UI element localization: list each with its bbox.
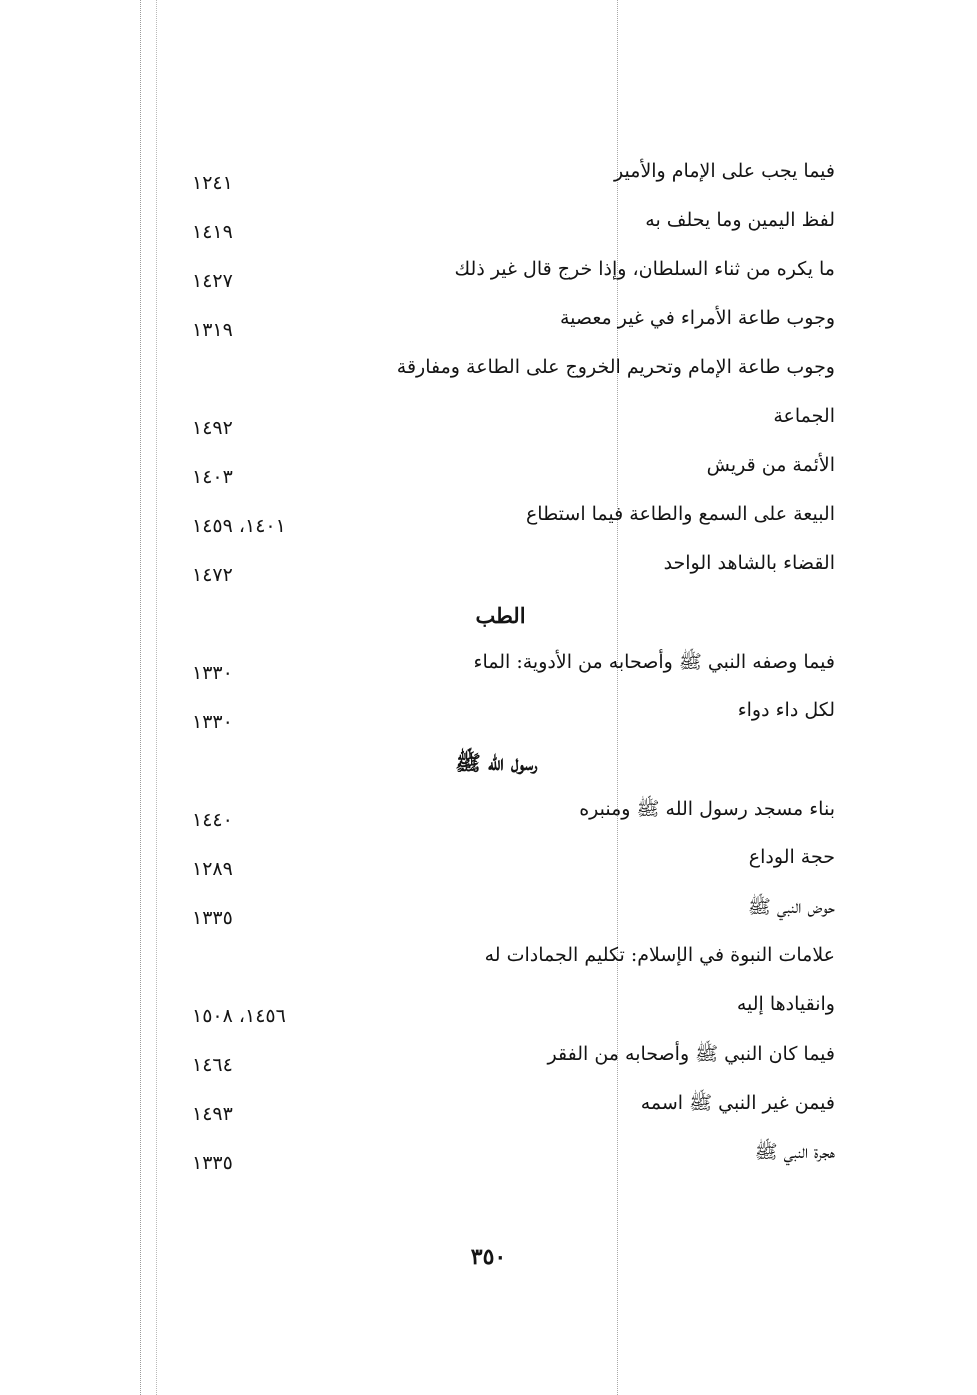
entry-title: ما يكره من ثناء السلطان، وإذا خرج قال غير ذلك bbox=[454, 258, 835, 280]
index-entry bbox=[0, 203, 977, 252]
entry-title: حجة الوداع bbox=[748, 846, 835, 868]
entry-pages: ١٣١٩ bbox=[192, 319, 233, 341]
index-entry bbox=[0, 399, 977, 448]
section-heading-medicine: الطب bbox=[475, 603, 526, 628]
entry-pages: ١٢٨٩ bbox=[192, 858, 233, 880]
entry-title: حوض النبي ﷺ bbox=[747, 896, 835, 918]
index-entry bbox=[0, 154, 977, 203]
section-heading-row bbox=[0, 595, 977, 644]
index-entry bbox=[0, 301, 977, 350]
entry-pages: ١٣٣٠ bbox=[192, 711, 233, 733]
entry-pages: ١٣٣٥ bbox=[192, 907, 233, 929]
entry-title: هجرة النبي ﷺ bbox=[754, 1141, 835, 1163]
entry-title: الجماعة bbox=[773, 405, 835, 427]
entry-title: وانقيادها إليه bbox=[736, 993, 835, 1015]
index-entry bbox=[0, 1036, 977, 1085]
index-list bbox=[0, 154, 977, 1183]
index-entry bbox=[0, 889, 977, 938]
entry-pages: ١٣٣٥ bbox=[192, 1152, 233, 1174]
entry-title: بناء مسجد رسول الله ﷺ ومنبره bbox=[579, 798, 835, 820]
entry-pages: ١٤٧٢ bbox=[192, 564, 233, 586]
index-entry bbox=[0, 1134, 977, 1183]
index-entry bbox=[0, 546, 977, 595]
entry-pages: ١٤١٩ bbox=[192, 221, 233, 243]
entry-pages: ١٢٤١ bbox=[192, 172, 233, 194]
entry-pages: ١٤٤٠ bbox=[192, 809, 233, 831]
entry-pages: ١٤٠٣ bbox=[192, 466, 233, 488]
entry-pages: ١٣٣٠ bbox=[192, 662, 233, 684]
entry-title: فيما وصفه النبي ﷺ وأصحابه من الأدوية: الماء bbox=[473, 651, 835, 673]
section-heading-row bbox=[0, 742, 977, 791]
entry-pages: ١٤٠١، ١٤٥٩ bbox=[192, 515, 286, 537]
entry-title: علامات النبوة في الإسلام: تكليم الجمادات له bbox=[484, 944, 835, 966]
entry-title: فيما كان النبي ﷺ وأصحابه من الفقر bbox=[547, 1043, 835, 1065]
entry-title: وجوب طاعة الأمراء في غير معصية bbox=[559, 307, 835, 329]
entry-title: لكل داء دواء bbox=[737, 699, 835, 721]
entry-pages: ١٤٩٢ bbox=[192, 417, 233, 439]
entry-pages: ١٤٦٤ bbox=[192, 1054, 233, 1076]
page-number: ٣٥٠ bbox=[470, 1244, 507, 1270]
index-entry bbox=[0, 938, 977, 987]
index-entry bbox=[0, 693, 977, 742]
entry-title: فيما يجب على الإمام والأمير bbox=[614, 160, 835, 182]
index-entry bbox=[0, 448, 977, 497]
entry-title: القضاء بالشاهد الواحد bbox=[663, 552, 835, 574]
entry-title: الأئمة من قريش bbox=[706, 454, 835, 476]
index-entry bbox=[0, 497, 977, 546]
index-entry bbox=[0, 791, 977, 840]
entry-title: البيعة على السمع والطاعة فيما استطاع bbox=[525, 503, 835, 525]
entry-pages: ١٤٥٦، ١٥٠٨ bbox=[192, 1005, 286, 1027]
index-entry bbox=[0, 252, 977, 301]
entry-pages: ١٤٢٧ bbox=[192, 270, 233, 292]
index-entry bbox=[0, 350, 977, 399]
index-entry bbox=[0, 987, 977, 1036]
index-entry bbox=[0, 1085, 977, 1134]
entry-title: وجوب طاعة الإمام وتحريم الخروج على الطاعة ومفارقة bbox=[396, 356, 835, 378]
entry-title: لفظ اليمين وما يحلف به bbox=[645, 209, 835, 231]
entry-title: فيمن غير النبي ﷺ اسمه bbox=[640, 1092, 835, 1114]
section-heading-prophet: رسول الله ﷺ bbox=[455, 750, 538, 775]
index-entry bbox=[0, 644, 977, 693]
entry-pages: ١٤٩٣ bbox=[192, 1103, 233, 1125]
index-entry bbox=[0, 840, 977, 889]
